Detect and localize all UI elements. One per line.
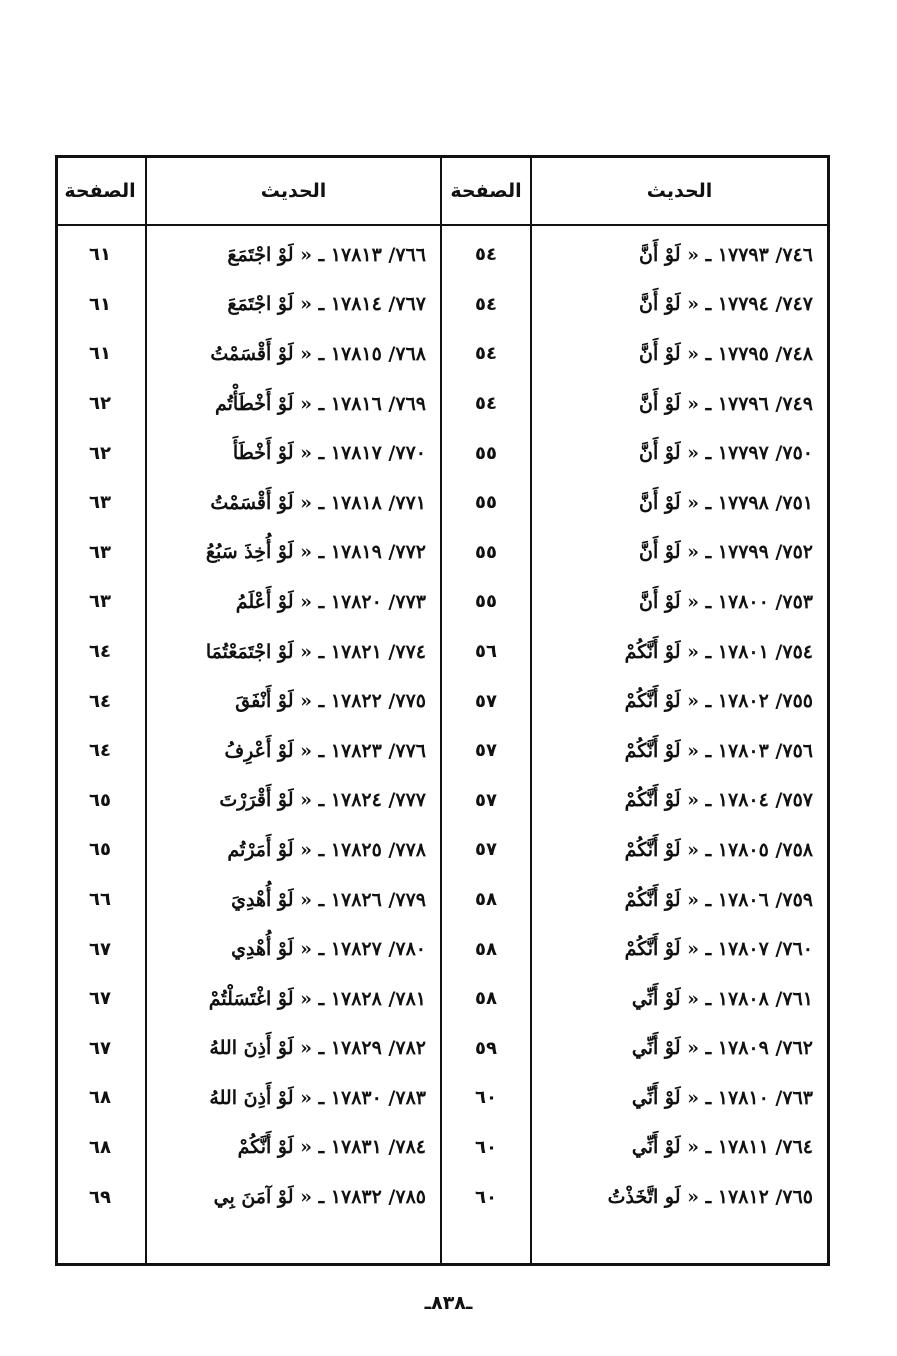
hadith-entry-left: ٧٨٥/ ١٧٨٣٢ ـ « لَوْ آمَنَ بِي <box>213 1186 426 1209</box>
page-ref-left: ٦٧ <box>89 1037 111 1059</box>
hadith-entry-right: ٧٦٣/ ١٧٨١٠ ـ « لَوْ أَنِّي <box>631 1086 813 1109</box>
hadith-entry-right: ٧٦٥/ ١٧٨١٢ ـ « لَو اتَّخَذْتُ <box>607 1186 813 1209</box>
page-ref-right: ٥٧ <box>475 839 497 861</box>
table-row <box>58 1024 827 1074</box>
table-row <box>58 379 827 429</box>
hadith-entry-left: ٧٧٨/ ١٧٨٢٥ ـ « لَوْ أَمَرْتُم <box>227 838 426 861</box>
page-ref-left: ٦٨ <box>89 1136 111 1158</box>
hadith-entry-left: ٧٧٥/ ١٧٨٢٢ ـ « لَوْ أَنْفَقَ <box>235 690 426 713</box>
hadith-entry-left: ٧٧٤/ ١٧٨٢١ ـ « لَوْ اجْتَمَعْتُمَا <box>205 640 426 663</box>
hadith-entry-right: ٧٦٠/ ١٧٨٠٧ ـ « لَوْ أَنَّكُمْ <box>624 938 813 961</box>
table-row <box>58 478 827 528</box>
page-ref-left: ٦٧ <box>89 938 111 960</box>
header-page-right: الصفحة <box>450 180 522 202</box>
table-row <box>58 974 827 1024</box>
table-row <box>58 428 827 478</box>
hadith-entry-right: ٧٦١/ ١٧٨٠٨ ـ « لَوْ أَنِّي <box>631 987 813 1010</box>
table-row <box>58 726 827 776</box>
hadith-entry-left: ٧٧٠/ ١٧٨١٧ ـ « لَوْ أَخْطَأَ <box>232 442 426 465</box>
page-ref-right: ٥٤ <box>475 244 497 266</box>
hadith-entry-left: ٧٨٢/ ١٧٨٢٩ ـ « لَوْ أَذِنَ اللهُ <box>209 1037 426 1060</box>
hadith-entry-right: ٧٥٢/ ١٧٧٩٩ ـ « لَوْ أَنَّ <box>639 541 813 564</box>
page-ref-left: ٦٣ <box>89 591 111 613</box>
page-ref-left: ٦٤ <box>89 740 111 762</box>
table-row <box>58 875 827 925</box>
hadith-entry-left: ٧٧٦/ ١٧٨٢٣ ـ « لَوْ أَعْرِفُ <box>224 739 426 762</box>
hadith-entry-left: ٧٨٠/ ١٧٨٢٧ ـ « لَوْ أُهْدِي <box>231 938 426 961</box>
page-ref-left: ٦٢ <box>89 442 111 464</box>
hadith-entry-left: ٧٧٣/ ١٧٨٢٠ ـ « لَوْ أَعْلَمُ <box>235 590 426 613</box>
hadith-entry-right: ٧٤٩/ ١٧٧٩٦ ـ « لَوْ أَنَّ <box>639 392 813 415</box>
hadith-entry-left: ٧٧٢/ ١٧٨١٩ ـ « لَوْ أُخِذَ سَبُعُ <box>205 541 426 564</box>
page-ref-right: ٥٤ <box>475 293 497 315</box>
table-row <box>58 1123 827 1173</box>
page-ref-left: ٦٢ <box>89 393 111 415</box>
table-row <box>58 776 827 826</box>
hadith-entry-left: ٧٧٧/ ١٧٨٢٤ ـ « لَوْ أَقْرَرْتَ <box>219 789 426 812</box>
table-row <box>58 280 827 330</box>
table-row <box>58 924 827 974</box>
page-ref-left: ٦١ <box>89 293 111 315</box>
table-row <box>58 329 827 379</box>
header-page-left: الصفحة <box>64 180 136 202</box>
page-ref-right: ٦٠ <box>475 1186 497 1208</box>
page-number: ـ٨٣٨ـ <box>424 1292 473 1314</box>
hadith-entry-left: ٧٧١/ ١٧٨١٨ ـ « لَوْ أَقْسَمْتُ <box>210 491 426 514</box>
hadith-entry-right: ٧٤٧/ ١٧٧٩٤ ـ « لَوْ أَنَّ <box>639 293 813 316</box>
page-ref-right: ٥٥ <box>475 591 497 613</box>
page-ref-left: ٦٣ <box>89 541 111 563</box>
table-row <box>58 1172 827 1222</box>
hadith-entry-right: ٧٥٠/ ١٧٧٩٧ ـ « لَوْ أَنَّ <box>639 442 813 465</box>
hadith-entry-right: ٧٦٢/ ١٧٨٠٩ ـ « لَوْ أَنِّي <box>631 1037 813 1060</box>
page-ref-left: ٦٥ <box>89 839 111 861</box>
table-row <box>58 528 827 578</box>
table-row <box>58 577 827 627</box>
page-ref-right: ٥٤ <box>475 393 497 415</box>
page-ref-left: ٦٨ <box>89 1087 111 1109</box>
hadith-entry-right: ٧٥٨/ ١٧٨٠٥ ـ « لَوْ أَنَّكُمْ <box>624 838 813 861</box>
page-ref-left: ٦٦ <box>89 889 111 911</box>
table-row <box>58 230 827 280</box>
page-ref-right: ٥٨ <box>475 889 497 911</box>
page-ref-right: ٥٥ <box>475 541 497 563</box>
page-ref-left: ٦٤ <box>89 690 111 712</box>
page-ref-right: ٥٤ <box>475 343 497 365</box>
page-ref-left: ٦٤ <box>89 641 111 663</box>
table-row <box>58 676 827 726</box>
header-hadith-left: الحديث <box>260 180 327 202</box>
hadith-entry-right: ٧٥٥/ ١٧٨٠٢ ـ « لَوْ أَنَّكُمْ <box>624 690 813 713</box>
page-ref-left: ٦٣ <box>89 492 111 514</box>
page-ref-right: ٥٧ <box>475 789 497 811</box>
table-row <box>58 627 827 677</box>
page-ref-right: ٥٥ <box>475 492 497 514</box>
hadith-entry-right: ٧٥٦/ ١٧٨٠٣ ـ « لَوْ أَنَّكُمْ <box>624 739 813 762</box>
page-ref-right: ٦٠ <box>475 1087 497 1109</box>
hadith-entry-right: ٧٥١/ ١٧٧٩٨ ـ « لَوْ أَنَّ <box>639 491 813 514</box>
hadith-entry-left: ٧٦٧/ ١٧٨١٤ ـ « لَوْ اجْتَمَعَ <box>227 293 426 316</box>
table-row <box>58 825 827 875</box>
page-ref-left: ٦٥ <box>89 789 111 811</box>
page-ref-right: ٥٩ <box>475 1037 497 1059</box>
hadith-entry-right: ٧٤٦/ ١٧٧٩٣ ـ « لَوْ أَنَّ <box>639 243 813 266</box>
hadith-entry-right: ٧٥٤/ ١٧٨٠١ ـ « لَوْ أَنَّكُمْ <box>624 640 813 663</box>
table-body <box>58 226 827 1222</box>
hadith-entry-right: ٧٥٩/ ١٧٨٠٦ ـ « لَوْ أَنَّكُمْ <box>624 888 813 911</box>
hadith-entry-right: ٧٦٤/ ١٧٨١١ ـ « لَوْ أَنِّي <box>631 1136 813 1159</box>
hadith-entry-left: ٧٧٩/ ١٧٨٢٦ ـ « لَوْ أُهْدِيَ <box>231 888 426 911</box>
hadith-entry-right: ٧٥٣/ ١٧٨٠٠ ـ « لَوْ أَنَّ <box>639 590 813 613</box>
page-ref-right: ٥٧ <box>475 740 497 762</box>
hadith-index-table <box>55 155 830 1266</box>
page-ref-right: ٥٨ <box>475 938 497 960</box>
hadith-entry-left: ٧٨١/ ١٧٨٢٨ ـ « لَوْ اغْتَسَلْتُمْ <box>208 987 426 1010</box>
hadith-entry-left: ٧٨٣/ ١٧٨٣٠ ـ « لَوْ أَذِنَ اللهُ <box>209 1086 426 1109</box>
page-ref-right: ٥٨ <box>475 988 497 1010</box>
header-hadith-right: الحديث <box>646 180 713 202</box>
hadith-entry-left: ٧٦٨/ ١٧٨١٥ ـ « لَوْ أَقْسَمْتُ <box>210 342 426 365</box>
hadith-entry-left: ٧٦٩/ ١٧٨١٦ ـ « لَوْ أَخْطَأْتُم <box>214 392 426 415</box>
hadith-entry-right: ٧٤٨/ ١٧٧٩٥ ـ « لَوْ أَنَّ <box>639 342 813 365</box>
hadith-entry-left: ٧٨٤/ ١٧٨٣١ ـ « لَوْ أَنَّكُمْ <box>237 1136 426 1159</box>
hadith-entry-left: ٧٦٦/ ١٧٨١٣ ـ « لَوْ اجْتَمَعَ <box>227 243 426 266</box>
page-ref-left: ٦٧ <box>89 988 111 1010</box>
hadith-entry-right: ٧٥٧/ ١٧٨٠٤ ـ « لَوْ أَنَّكُمْ <box>624 789 813 812</box>
page-ref-right: ٥٥ <box>475 442 497 464</box>
page-ref-left: ٦١ <box>89 244 111 266</box>
table-row <box>58 1073 827 1123</box>
page-ref-left: ٦٩ <box>89 1186 111 1208</box>
page-ref-right: ٥٧ <box>475 690 497 712</box>
page-ref-right: ٦٠ <box>475 1136 497 1158</box>
page-ref-right: ٥٦ <box>475 641 497 663</box>
page-ref-left: ٦١ <box>89 343 111 365</box>
